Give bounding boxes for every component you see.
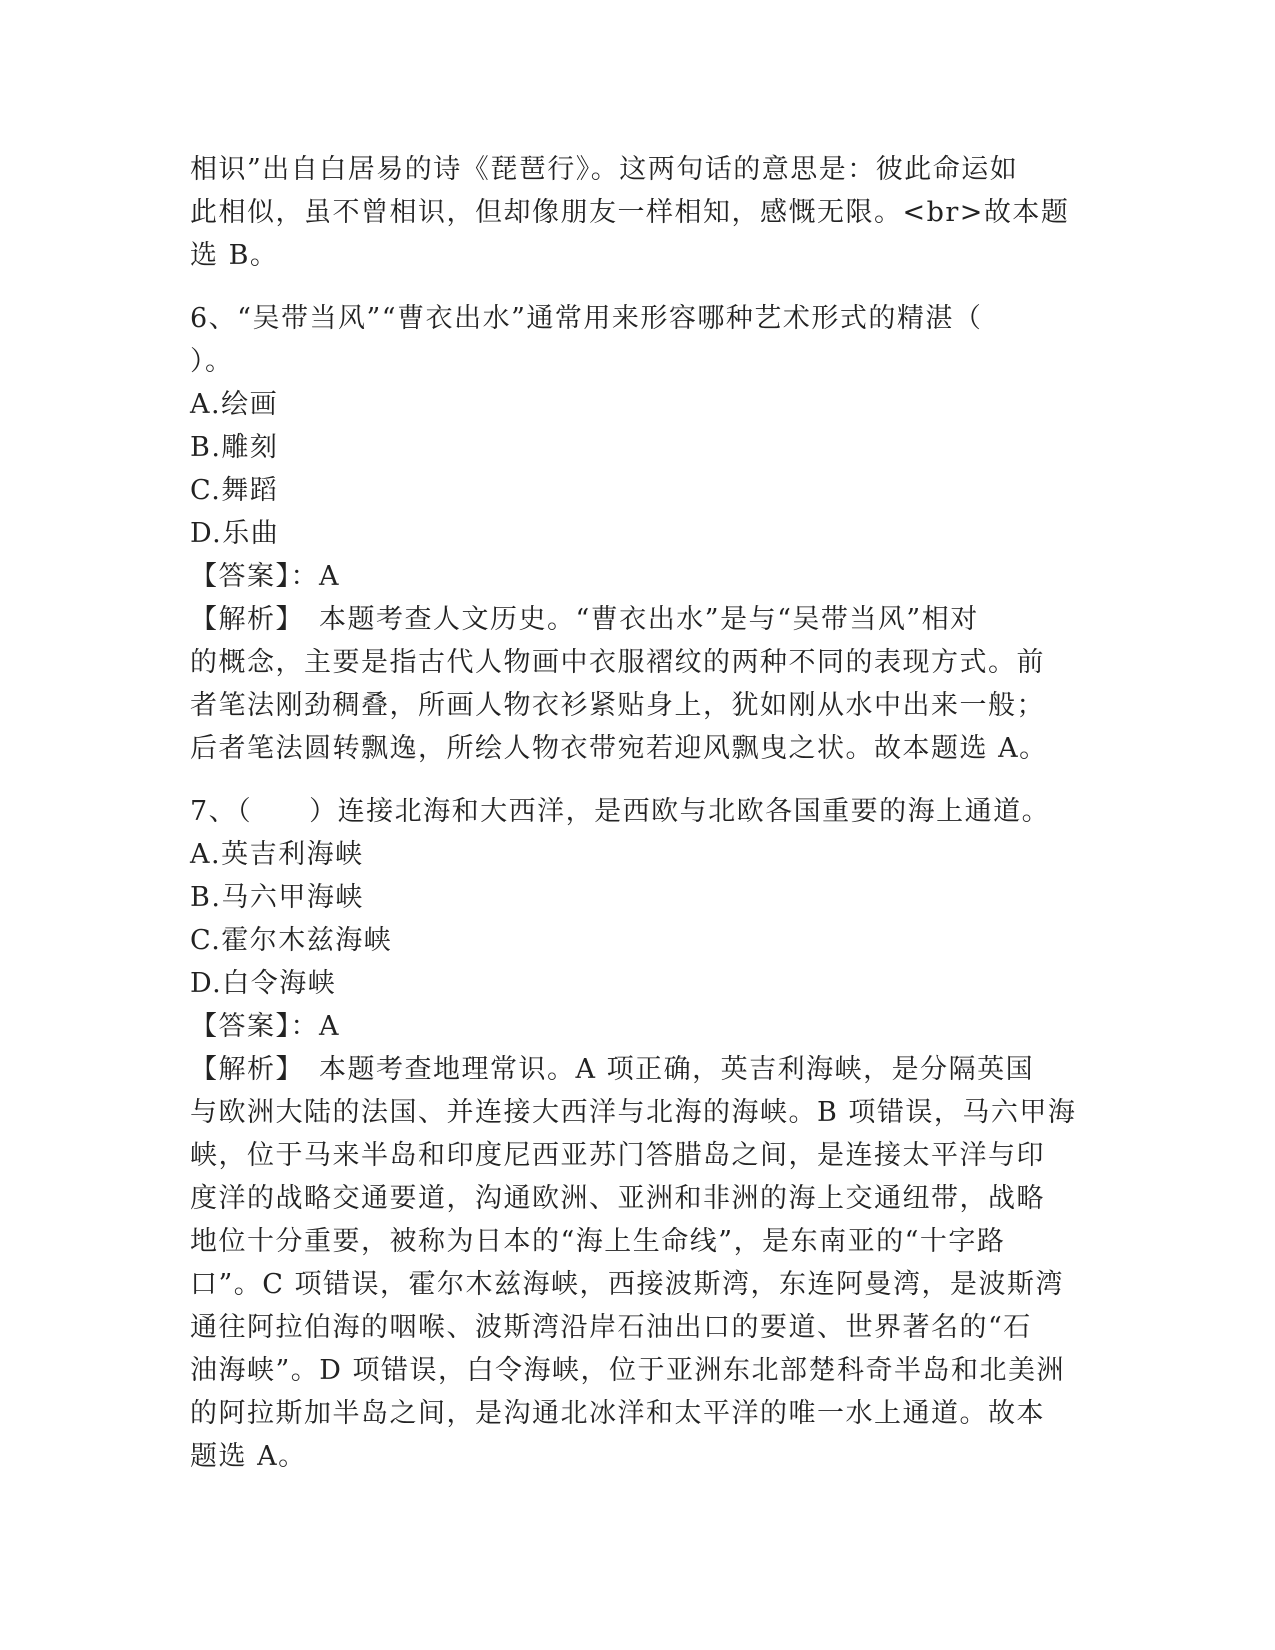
text-line: 的阿拉斯加半岛之间，是沟通北冰洋和太平洋的唯一水上通道。故本	[190, 1398, 1045, 1429]
text-line: 者笔法刚劲稠叠，所画人物衣衫紧贴身上，犹如刚从水中出来一般；	[190, 690, 1045, 721]
text-line: 【解析】 本题考查人文历史。“曹衣出水”是与“吴带当风”相对	[190, 604, 979, 635]
text-line: 峡，位于马来半岛和印度尼西亚苏门答腊岛之间，是连接太平洋与印	[190, 1140, 1045, 1171]
text-line: 地位十分重要，被称为日本的“海上生命线”，是东南亚的“十字路	[190, 1226, 1006, 1257]
question-text: 7、（ ）连接北海和大西洋，是西欧与北欧各国重要的海上通道。	[190, 796, 1051, 827]
answer-line: 【答案】：A	[190, 561, 340, 592]
answer-line: 【答案】：A	[190, 1011, 340, 1042]
option-a: A.英吉利海峡	[190, 839, 364, 870]
options-list	[190, 383, 1090, 555]
text-line: 度洋的战略交通要道，沟通欧洲、亚洲和非洲的海上交通纽带，战略	[190, 1183, 1045, 1214]
prev-explanation	[190, 148, 1090, 277]
question-text: 6、“吴带当风”“曹衣出水”通常用来形容哪种艺术形式的精湛（	[190, 303, 983, 334]
explanation	[190, 598, 1090, 770]
text-line: 与欧洲大陆的法国、并连接大西洋与北海的海峡。B 项错误，马六甲海	[190, 1097, 1077, 1128]
text-line: 相识”出自白居易的诗《琵琶行》。这两句话的意思是：彼此命运如	[190, 154, 1019, 185]
text-line: 【解析】 本题考查地理常识。A 项正确，英吉利海峡，是分隔英国	[190, 1054, 1035, 1085]
text-line: 油海峡”。D 项错误，白令海峡，位于亚洲东北部楚科奇半岛和北美洲	[190, 1355, 1066, 1386]
document-page	[190, 148, 1090, 1478]
option-b: B.雕刻	[190, 432, 279, 463]
text-line: 选 B。	[190, 240, 279, 271]
option-c: C.舞蹈	[190, 475, 279, 506]
text-line: 的概念，主要是指古代人物画中衣服褶纹的两种不同的表现方式。前	[190, 647, 1045, 678]
option-c: C.霍尔木兹海峡	[190, 925, 393, 956]
option-a: A.绘画	[190, 389, 279, 420]
explanation	[190, 1048, 1090, 1478]
text-line: 题选 A。	[190, 1441, 307, 1472]
option-d: D.白令海峡	[190, 968, 337, 999]
question-text: ）。	[190, 346, 234, 377]
question-6	[190, 297, 1090, 770]
text-line: 此相似，虽不曾相识，但却像朋友一样相知，感慨无限。<br>故本题	[190, 197, 1070, 228]
text-line: 后者笔法圆转飘逸，所绘人物衣带宛若迎风飘曳之状。故本题选 A。	[190, 733, 1048, 764]
option-d: D.乐曲	[190, 518, 280, 549]
text-line: 口”。C 项错误，霍尔木兹海峡，西接波斯湾，东连阿曼湾，是波斯湾	[190, 1269, 1065, 1300]
option-b: B.马六甲海峡	[190, 882, 364, 913]
question-7	[190, 790, 1090, 1478]
text-line: 通往阿拉伯海的咽喉、波斯湾沿岸石油出口的要道、世界著名的“石	[190, 1312, 1032, 1343]
options-list	[190, 833, 1090, 1005]
